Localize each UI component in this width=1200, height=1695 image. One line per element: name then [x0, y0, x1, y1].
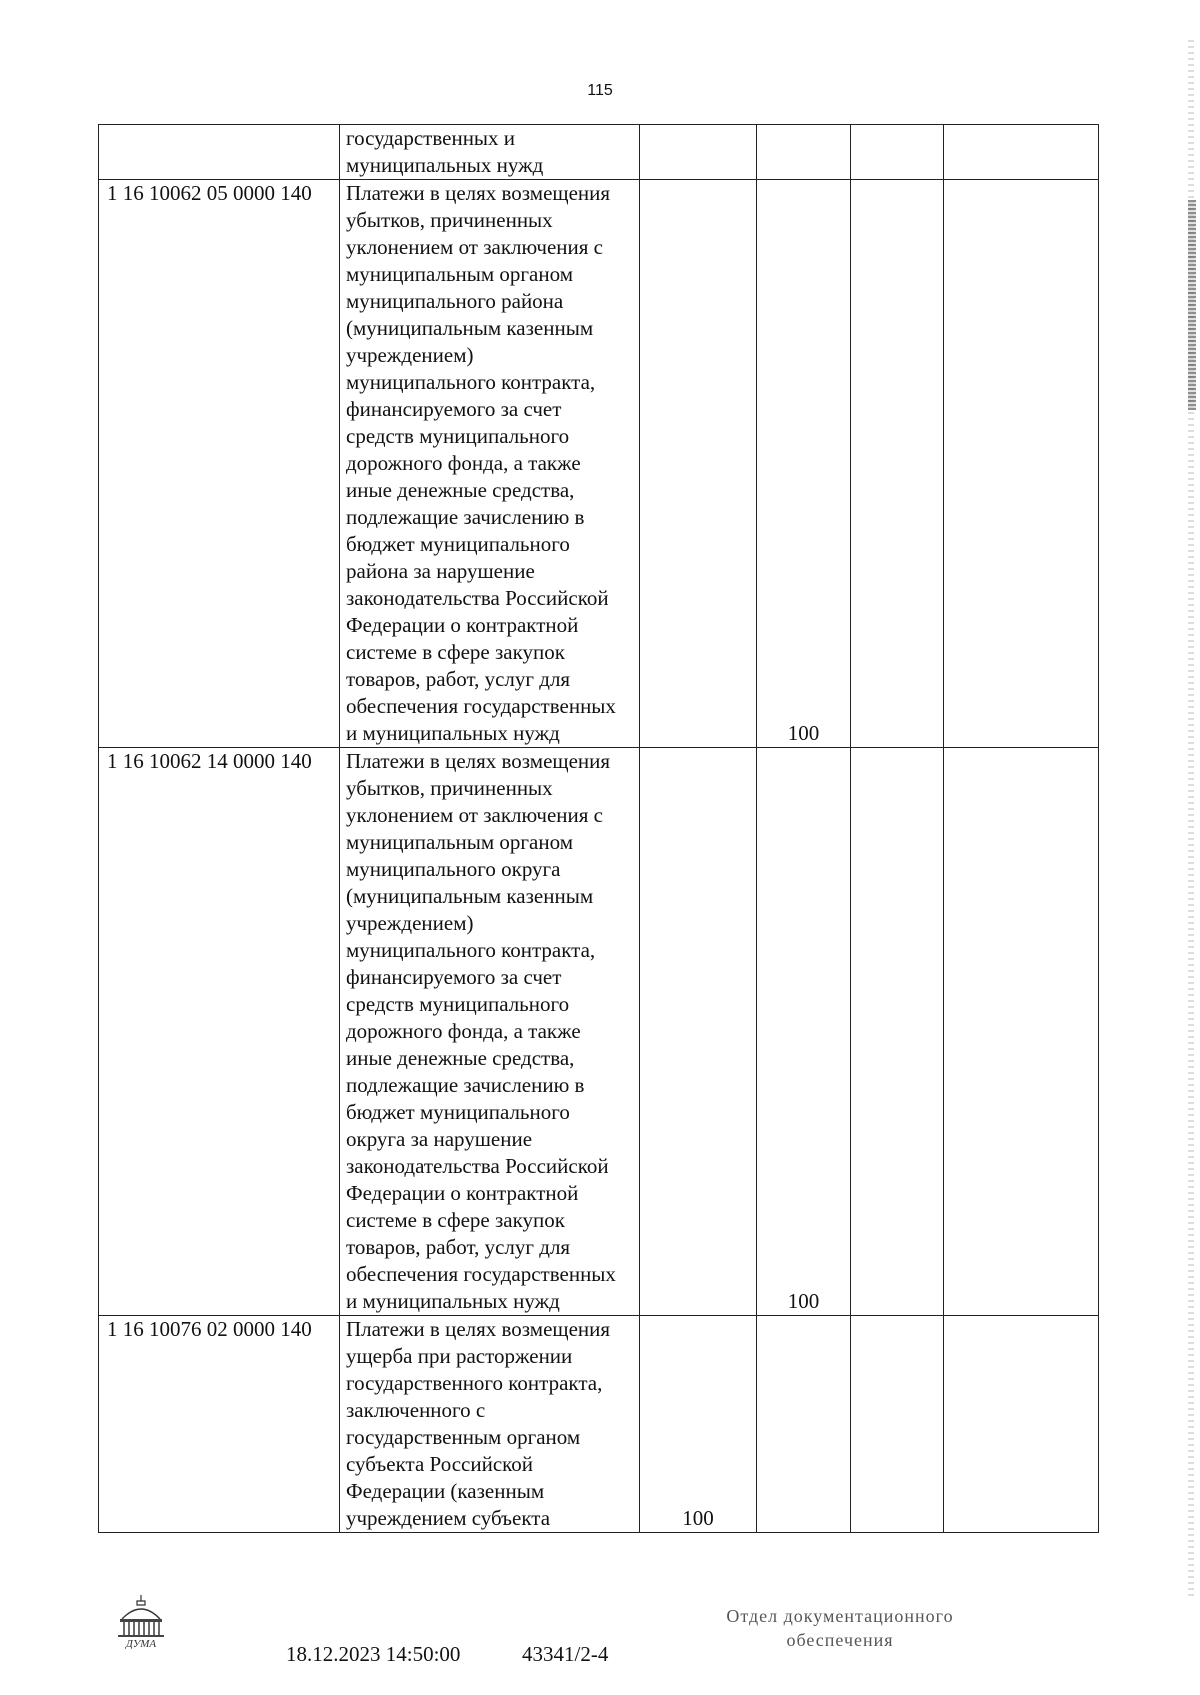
- description-line: иные денежные средства,: [346, 478, 575, 502]
- description-line: уклонением от заключения с: [346, 235, 604, 259]
- description-line: уклонением от заключения с: [346, 803, 604, 827]
- row-code: 1 16 10062 14 0000 140: [99, 748, 340, 1316]
- description-line: финансируемого за счет: [346, 965, 562, 989]
- description-line: муниципальным органом: [346, 262, 573, 286]
- description-line: муниципального контракта,: [346, 370, 596, 394]
- description-line: системе в сфере закупок: [346, 640, 565, 664]
- row-value-col-4: [944, 1316, 1099, 1533]
- description-line: (муниципальным казенным: [346, 316, 594, 340]
- description-line: Федерации о контрактной: [346, 613, 579, 637]
- row-value-col-3: [851, 1316, 944, 1533]
- row-value-col-4: [944, 125, 1099, 180]
- table-row: [99, 748, 1099, 1316]
- description-line: учреждением): [346, 343, 474, 367]
- description-line: государственным органом: [346, 1425, 581, 1449]
- row-code: 1 16 10062 05 0000 140: [99, 180, 340, 748]
- row-value-col-4: [944, 748, 1099, 1316]
- description-line: системе в сфере закупок: [346, 1208, 565, 1232]
- scan-edge-mark: [1188, 200, 1196, 410]
- description-line: муниципального района: [346, 289, 564, 313]
- description-line: учреждением субъекта: [346, 1506, 551, 1530]
- table-row: [99, 1316, 1099, 1533]
- description-line: бюджет муниципального: [346, 532, 570, 556]
- row-description: [340, 748, 640, 1316]
- budget-table: [98, 124, 1099, 1533]
- description-line: Платежи в целях возмещения: [346, 749, 611, 773]
- row-description: [340, 125, 640, 180]
- description-line: товаров, работ, услуг для: [346, 667, 571, 691]
- row-value-col-2: 100: [757, 748, 851, 1316]
- table-body: [99, 125, 1099, 1533]
- description-line: средств муниципального: [346, 992, 570, 1016]
- row-value-col-3: [851, 180, 944, 748]
- description-line: муниципального контракта,: [346, 938, 596, 962]
- row-value-col-2: [757, 125, 851, 180]
- description-line: Федерации (казенным: [346, 1479, 545, 1503]
- description-line: обеспечения государственных: [346, 694, 616, 718]
- svg-text:ДУМА: ДУМА: [125, 1638, 157, 1649]
- row-value-col-1: 100: [640, 1316, 757, 1533]
- description-line: округа за нарушение: [346, 1127, 533, 1151]
- row-description: [340, 180, 640, 748]
- row-value-col-4: [944, 180, 1099, 748]
- description-line: бюджет муниципального: [346, 1100, 570, 1124]
- page-number: 115: [587, 82, 613, 99]
- description-line: обеспечения государственных: [346, 1262, 616, 1286]
- footer-timestamp: 18.12.2023 14:50:00: [286, 1642, 461, 1666]
- row-value-col-1: [640, 748, 757, 1316]
- description-line: учреждением): [346, 911, 474, 935]
- description-line: подлежащие зачислению в: [346, 1073, 585, 1097]
- row-code: 1 16 10076 02 0000 140: [99, 1316, 340, 1533]
- description-line: субъекта Российской: [346, 1452, 534, 1476]
- description-line: муниципальных нужд: [346, 153, 544, 177]
- description-line: законодательства Российской: [346, 586, 609, 610]
- row-value-col-2: [757, 1316, 851, 1533]
- description-line: иные денежные средства,: [346, 1046, 575, 1070]
- description-line: заключенного с: [346, 1398, 486, 1422]
- description-line: муниципальным органом: [346, 830, 573, 854]
- description-line: и муниципальных нужд: [346, 1289, 560, 1313]
- description-line: средств муниципального: [346, 424, 570, 448]
- table-row: [99, 125, 1099, 180]
- description-line: государственного контракта,: [346, 1371, 603, 1395]
- description-line: дорожного фонда, а также: [346, 1019, 581, 1043]
- footer-document-number: 43341/2-4: [522, 1642, 609, 1666]
- description-line: финансируемого за счет: [346, 397, 562, 421]
- description-line: Платежи в целях возмещения: [346, 181, 611, 205]
- row-value-col-1: [640, 180, 757, 748]
- description-line: товаров, работ, услуг для: [346, 1235, 571, 1259]
- description-line: убытков, причиненных: [346, 776, 553, 800]
- row-value-col-3: [851, 125, 944, 180]
- row-value-col-1: [640, 125, 757, 180]
- row-value-col-3: [851, 748, 944, 1316]
- description-line: (муниципальным казенным: [346, 884, 594, 908]
- duma-logo: [112, 1593, 170, 1649]
- description-line: подлежащие зачислению в: [346, 505, 585, 529]
- row-value-col-2: 100: [757, 180, 851, 748]
- stamp-line-2: обеспечения: [786, 1630, 894, 1650]
- description-line: Федерации о контрактной: [346, 1181, 579, 1205]
- department-stamp: [690, 1604, 990, 1652]
- description-line: государственных и: [346, 126, 516, 150]
- description-line: муниципального округа: [346, 857, 561, 881]
- description-line: и муниципальных нужд: [346, 721, 560, 745]
- description-line: Платежи в целях возмещения: [346, 1317, 611, 1341]
- table-row: [99, 180, 1099, 748]
- duma-building-icon: [112, 1593, 170, 1649]
- stamp-line-1: Отдел документационного: [726, 1606, 954, 1626]
- description-line: ущерба при расторжении: [346, 1344, 573, 1368]
- description-line: дорожного фонда, а также: [346, 451, 581, 475]
- description-line: убытков, причиненных: [346, 208, 553, 232]
- description-line: района за нарушение: [346, 559, 535, 583]
- row-code: [99, 125, 340, 180]
- description-line: законодательства Российской: [346, 1154, 609, 1178]
- row-description: [340, 1316, 640, 1533]
